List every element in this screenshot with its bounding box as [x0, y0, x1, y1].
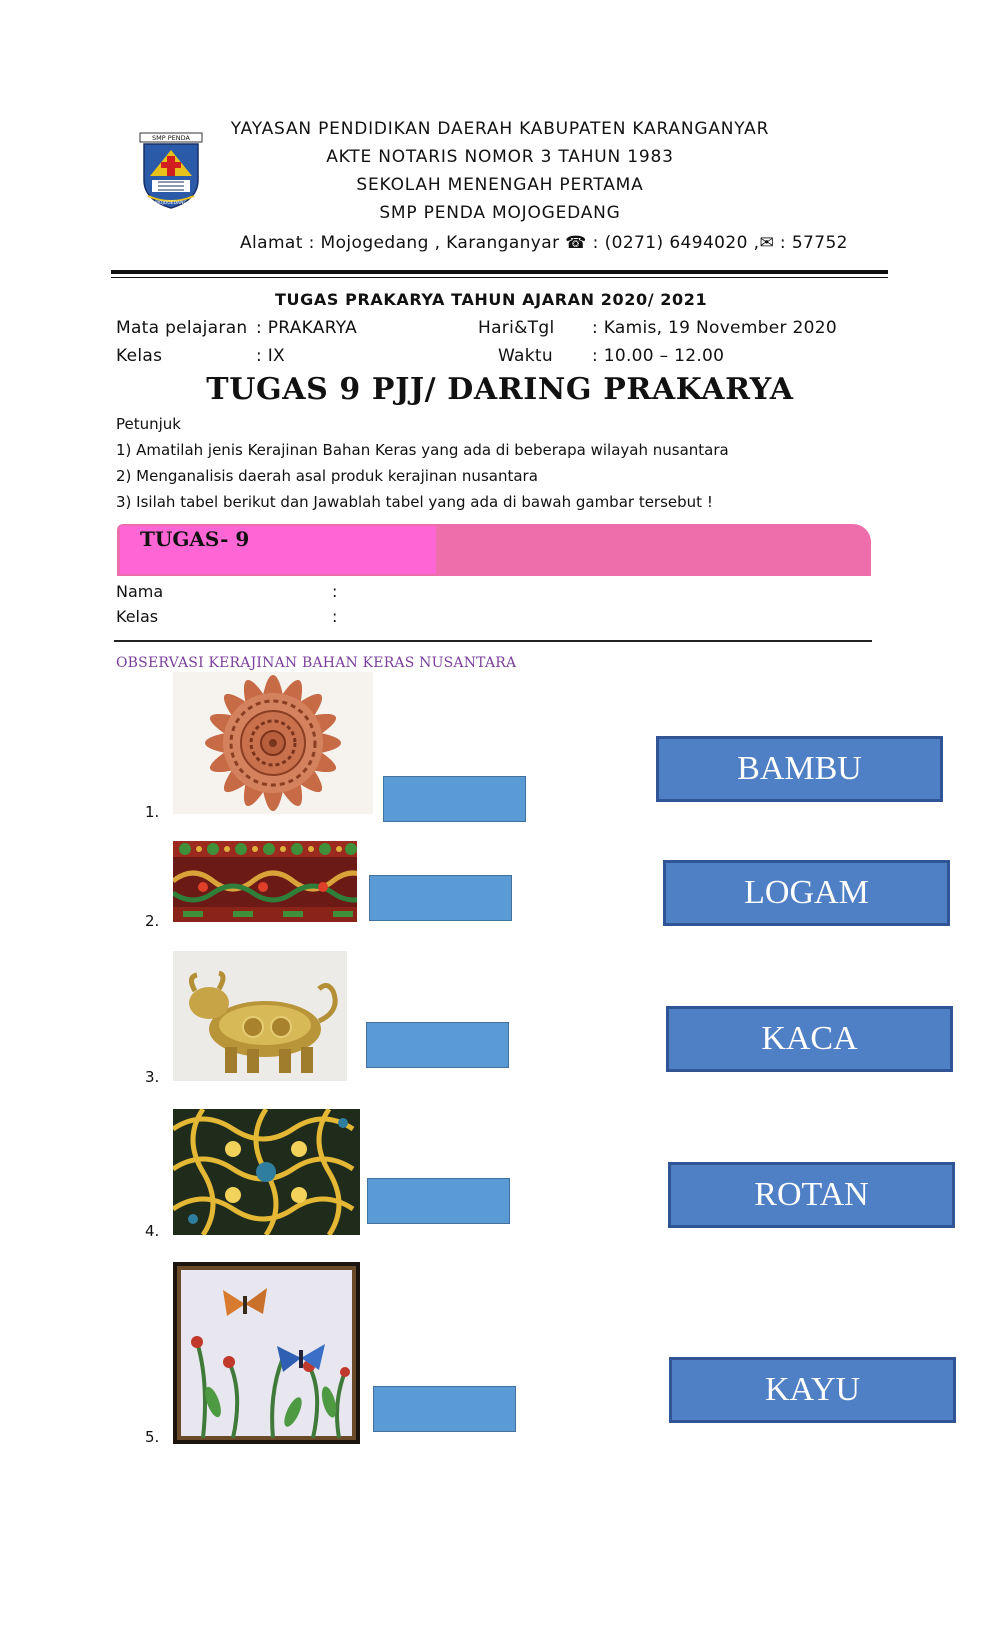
- header-divider-thin: [111, 277, 888, 278]
- answer-choice-logam[interactable]: LOGAM: [663, 860, 950, 926]
- page-title: TUGAS 9 PJJ/ DARING PRAKARYA: [206, 372, 794, 407]
- answer-choice-kaca[interactable]: KACA: [666, 1006, 953, 1072]
- logo-text-top: SMP PENDA: [152, 134, 190, 142]
- class-field-colon: :: [332, 607, 338, 626]
- answer-choice-rotan[interactable]: ROTAN: [668, 1162, 955, 1228]
- task-heading: TUGAS PRAKARYA TAHUN AJARAN 2020/ 2021: [275, 290, 708, 309]
- item-number: 2.: [145, 912, 160, 930]
- ornament-icon: [173, 1109, 360, 1235]
- stained-glass-icon: [173, 1262, 360, 1444]
- header-divider: [111, 270, 888, 274]
- item-number: 3.: [145, 1068, 160, 1086]
- task-banner-label: TUGAS- 9: [140, 527, 250, 551]
- instruction-item: 3) Isilah tabel berikut dan Jawablah tabel yang ada di bawah gambar tersebut !: [116, 493, 713, 511]
- date-label: Hari&Tgl: [478, 318, 555, 338]
- header-line-2: AKTE NOTARIS NOMOR 3 TAHUN 1983: [326, 147, 674, 167]
- date-value: : Kamis, 19 November 2020: [592, 318, 837, 338]
- logo-text-bottom: MOJOGEDANG: [155, 201, 187, 206]
- class-value: : IX: [256, 346, 285, 366]
- answer-choice-bambu[interactable]: BAMBU: [656, 736, 943, 802]
- class-field-label: Kelas: [116, 607, 159, 626]
- item-number: 1.: [145, 803, 160, 821]
- answer-drop-box-1[interactable]: [383, 776, 526, 822]
- time-value: : 10.00 – 12.00: [592, 346, 725, 366]
- answer-drop-box-4[interactable]: [367, 1178, 510, 1224]
- instruction-item: 2) Menganalisis daerah asal produk kerajinan nusantara: [116, 467, 538, 485]
- wood-carving-icon: [173, 672, 373, 814]
- class-label: Kelas: [116, 346, 163, 366]
- header-line-1: YAYASAN PENDIDIKAN DAERAH KABUPATEN KARANGANYAR: [230, 119, 770, 139]
- header-line-4: SMP PENDA MOJOGEDANG: [379, 203, 621, 223]
- subject-value: : PRAKARYA: [256, 318, 358, 338]
- fields-divider: [114, 640, 872, 642]
- item-number: 4.: [145, 1222, 160, 1240]
- observation-title: OBSERVASI KERAJINAN BAHAN KERAS NUSANTARA: [116, 655, 517, 671]
- time-label: Waktu: [498, 346, 553, 366]
- item-number: 5.: [145, 1428, 160, 1446]
- subject-label: Mata pelajaran: [116, 318, 248, 338]
- metal-bull-icon: [173, 951, 347, 1081]
- answer-choice-kayu[interactable]: KAYU: [669, 1357, 956, 1423]
- school-address: Alamat : Mojogedang , Karanganyar ☎ : (0271) 6494020 ,✉ : 57752: [240, 233, 848, 253]
- answer-drop-box-2[interactable]: [369, 875, 512, 921]
- carved-panel-icon: [173, 841, 357, 922]
- instruction-item: 1) Amatilah jenis Kerajinan Bahan Keras yang ada di beberapa wilayah nusantara: [116, 441, 729, 459]
- name-colon: :: [332, 582, 338, 601]
- school-logo: [138, 132, 204, 212]
- answer-drop-box-5[interactable]: [373, 1386, 516, 1432]
- name-label: Nama: [116, 582, 164, 601]
- answer-drop-box-3[interactable]: [366, 1022, 509, 1068]
- header-line-3: SEKOLAH MENENGAH PERTAMA: [356, 175, 644, 195]
- instructions-heading: Petunjuk: [116, 415, 181, 433]
